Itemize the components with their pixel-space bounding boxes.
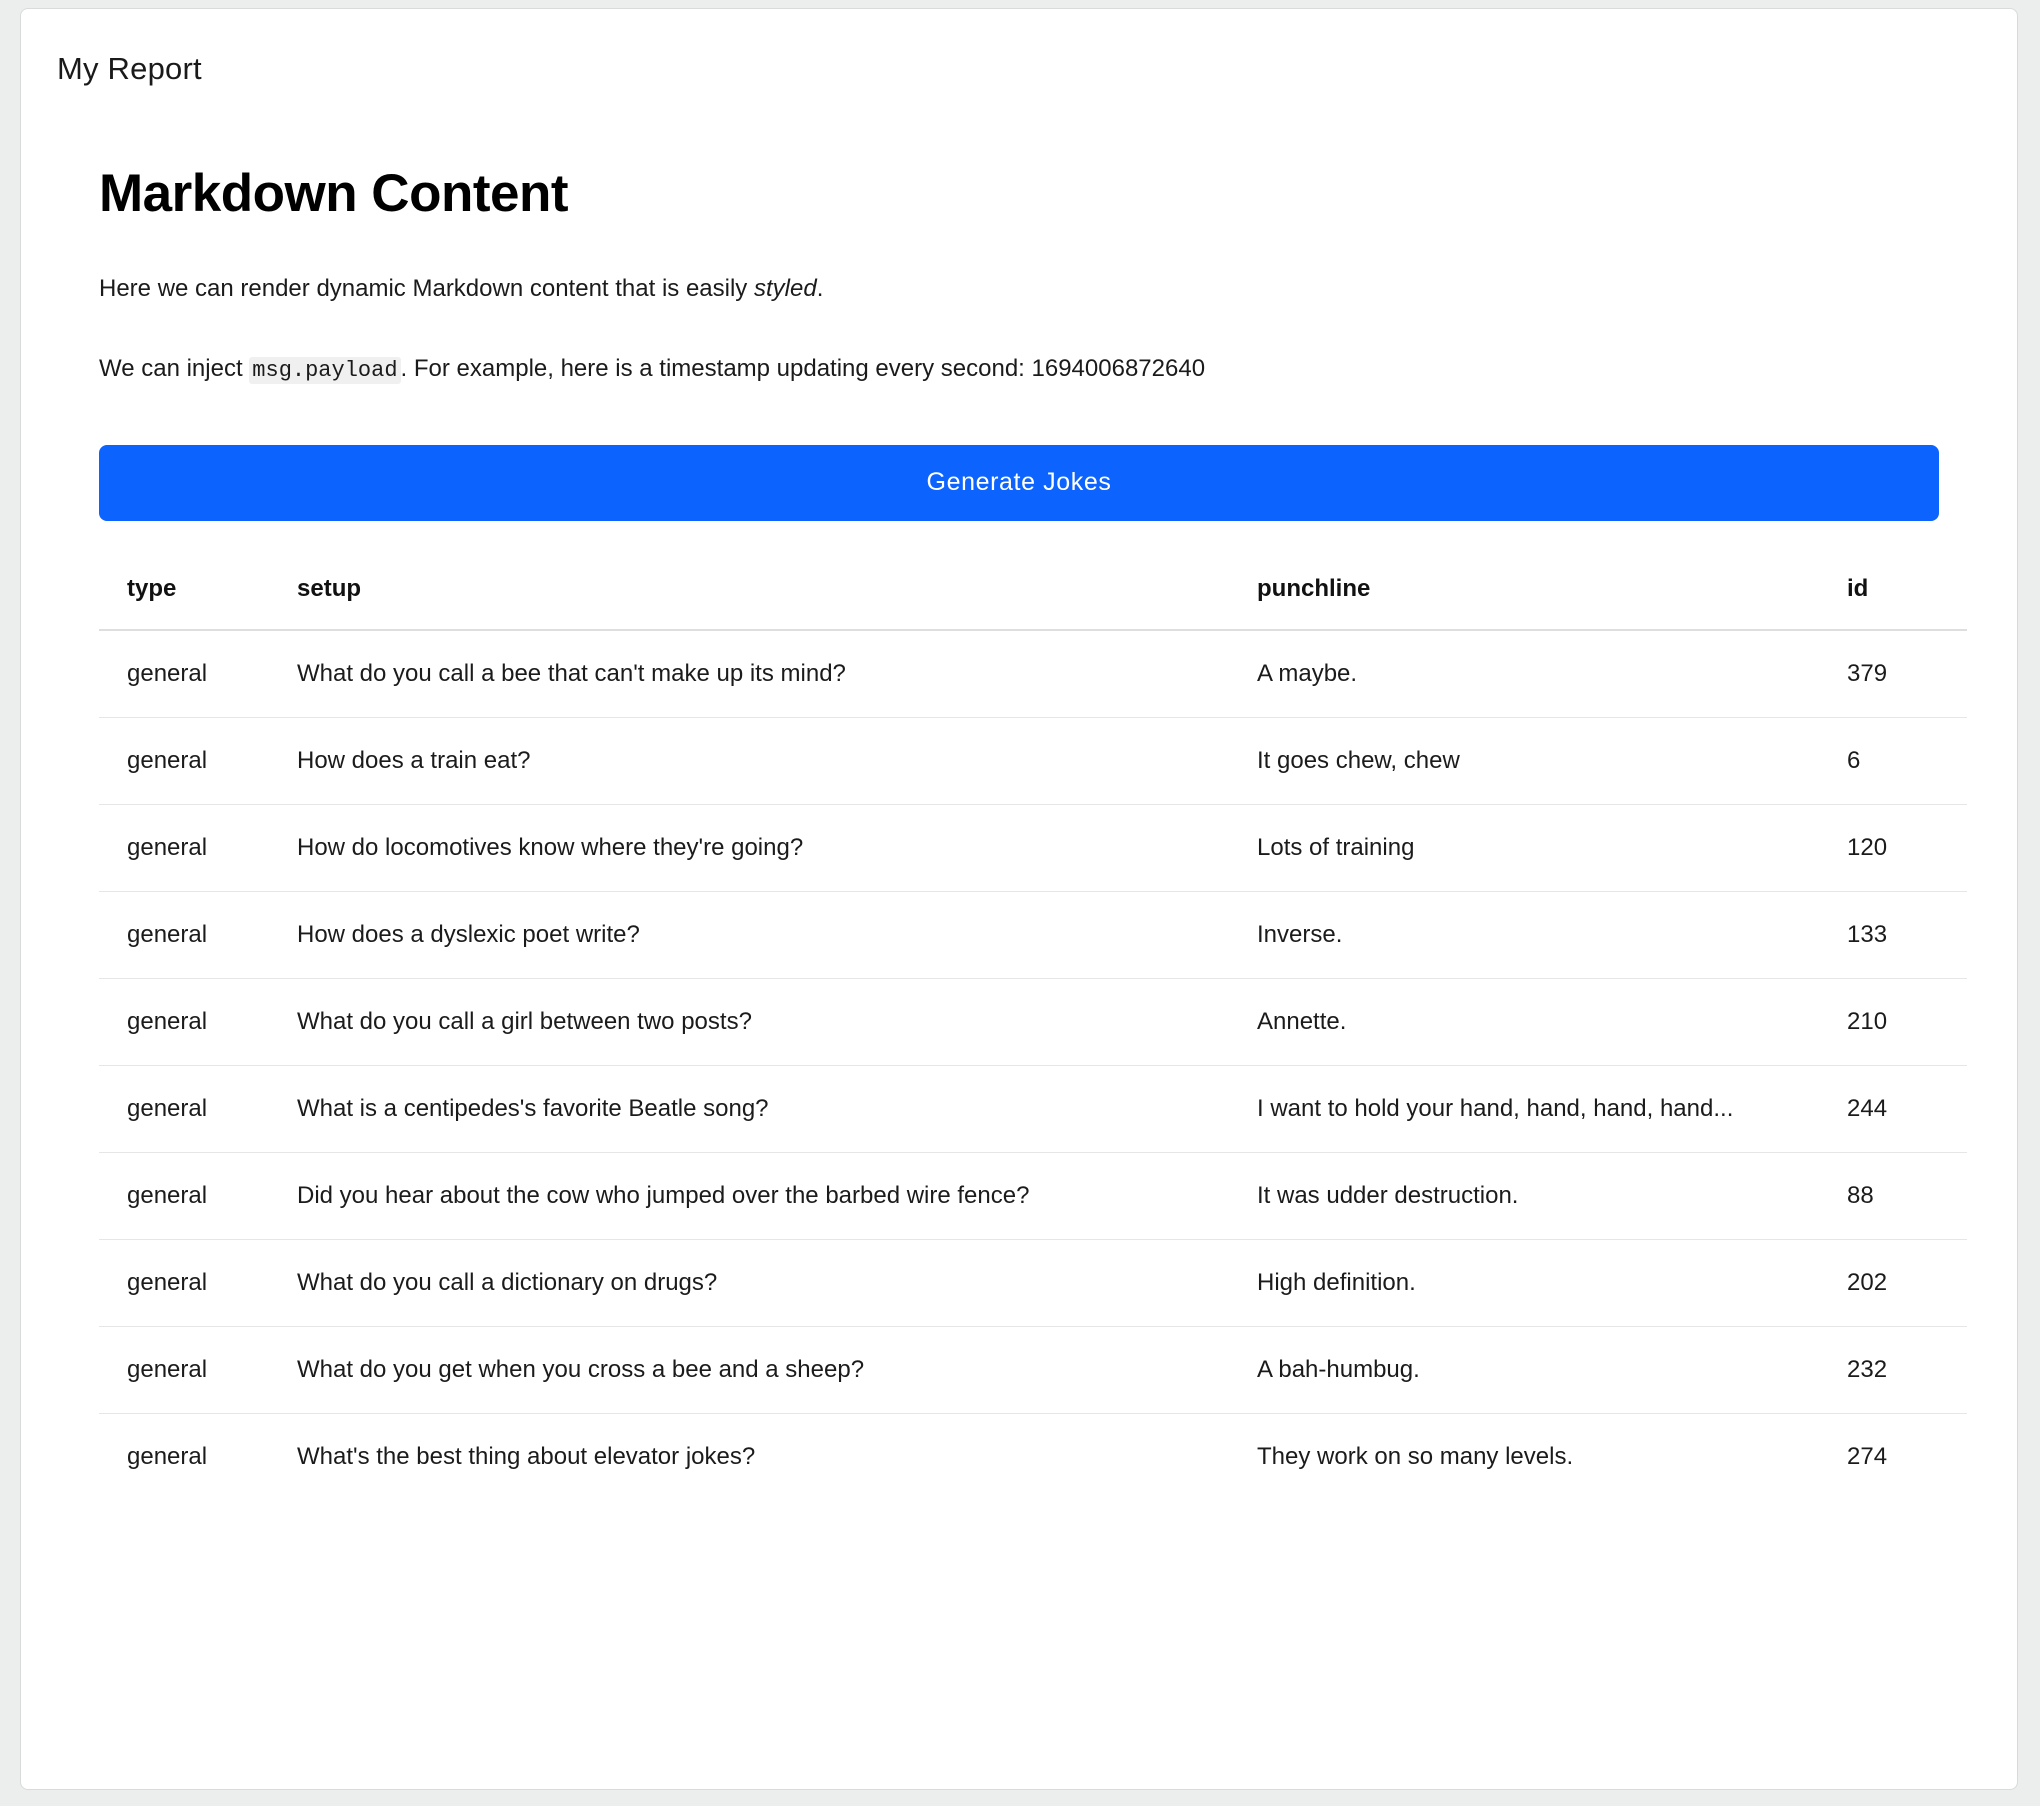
table-row[interactable] <box>99 718 1967 805</box>
table-row[interactable] <box>99 805 1967 892</box>
column-header-punchline[interactable]: punchline <box>1257 553 1847 630</box>
cell-id: 379 <box>1847 630 1967 718</box>
cell-id: 210 <box>1847 979 1967 1066</box>
cell-id: 120 <box>1847 805 1967 892</box>
page-title: My Report <box>57 51 202 86</box>
cell-id: 244 <box>1847 1066 1967 1153</box>
cell-setup: How does a train eat? <box>297 718 1257 805</box>
para1-emphasis: styled <box>753 274 817 302</box>
cell-id: 133 <box>1847 892 1967 979</box>
cell-punchline: I want to hold your hand, hand, hand, hand... <box>1257 1066 1847 1153</box>
cell-id: 6 <box>1847 718 1967 805</box>
cell-type: general <box>99 1153 297 1240</box>
inline-code-payload: msg.payload <box>249 357 400 384</box>
cell-id: 232 <box>1847 1327 1967 1414</box>
cell-punchline: A bah-humbug. <box>1257 1327 1847 1414</box>
report-card <box>20 8 2018 1790</box>
cell-type: general <box>99 630 297 718</box>
cell-id: 202 <box>1847 1240 1967 1327</box>
markdown-paragraph-2 <box>99 352 1939 387</box>
cell-type: general <box>99 1240 297 1327</box>
para1-text-before: Here we can render dynamic Markdown content that is easily <box>99 274 754 302</box>
para2-text-before: We can inject <box>99 355 250 383</box>
cell-punchline: Lots of training <box>1257 805 1847 892</box>
cell-type: general <box>99 805 297 892</box>
cell-setup: What's the best thing about elevator jokes? <box>297 1443 756 1471</box>
cell-type: general <box>99 979 297 1066</box>
cell-setup: What do you call a dictionary on drugs? <box>297 1240 1257 1327</box>
cell-type: general <box>99 1327 297 1414</box>
cell-type: general <box>127 1443 208 1471</box>
cell-setup: What do you call a bee that can't make up its mind? <box>297 630 1257 718</box>
table-row[interactable] <box>99 1153 1967 1240</box>
table-row[interactable] <box>99 630 1967 718</box>
jokes-table-body <box>99 630 1967 1500</box>
para2-text-after: . For example, here is a timestamp updating every second: <box>400 355 1032 383</box>
cell-id: 274 <box>1847 1443 1888 1471</box>
jokes-table-head <box>99 553 1967 630</box>
cell-punchline: Inverse. <box>1257 892 1847 979</box>
column-header-id[interactable]: id <box>1847 553 1967 630</box>
cell-setup: How does a dyslexic poet write? <box>297 892 1257 979</box>
cell-punchline: A maybe. <box>1257 630 1847 718</box>
markdown-content <box>21 162 2017 1500</box>
cell-setup: What is a centipedes's favorite Beatle song? <box>297 1066 1257 1153</box>
generate-jokes-button[interactable]: Generate Jokes <box>99 445 1939 521</box>
cell-setup: What do you call a girl between two posts? <box>297 979 1257 1066</box>
cell-type: general <box>99 1066 297 1153</box>
table-row[interactable] <box>99 1240 1967 1327</box>
para1-text-after: . <box>816 274 824 302</box>
cell-id: 88 <box>1847 1153 1967 1240</box>
cell-type: general <box>99 892 297 979</box>
timestamp-value: 1694006872640 <box>1031 355 1206 383</box>
column-header-setup[interactable]: setup <box>297 553 1257 630</box>
markdown-heading: Markdown Content <box>99 164 568 223</box>
table-row[interactable] <box>99 1327 1967 1414</box>
jokes-table <box>99 553 1967 1500</box>
cell-setup: How do locomotives know where they're going? <box>297 805 1257 892</box>
table-header-row <box>99 553 1967 630</box>
cell-punchline: Annette. <box>1257 979 1847 1066</box>
cell-setup: What do you get when you cross a bee and a sheep? <box>297 1327 1257 1414</box>
cell-punchline: It was udder destruction. <box>1257 1153 1847 1240</box>
cell-punchline: High definition. <box>1257 1240 1847 1327</box>
cell-punchline: They work on so many levels. <box>1257 1443 1574 1471</box>
table-row[interactable] <box>99 892 1967 979</box>
cell-type: general <box>99 718 297 805</box>
table-row[interactable] <box>99 1066 1967 1153</box>
column-header-type[interactable]: type <box>99 553 297 630</box>
cell-setup: Did you hear about the cow who jumped over the barbed wire fence? <box>297 1153 1257 1240</box>
table-row[interactable] <box>99 1414 1967 1501</box>
cell-punchline: It goes chew, chew <box>1257 718 1847 805</box>
markdown-paragraph-1 <box>99 272 1939 307</box>
table-row[interactable] <box>99 979 1967 1066</box>
